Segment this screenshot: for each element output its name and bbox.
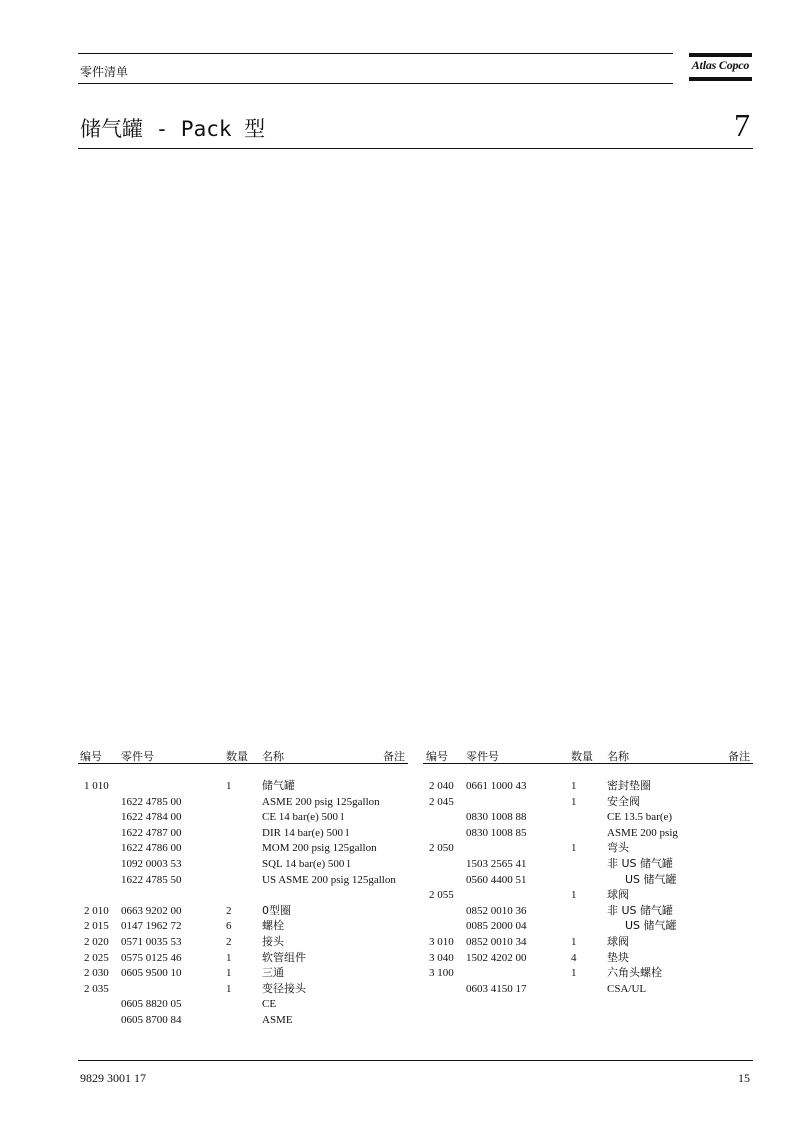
part-cell: 1622 4785 50 bbox=[121, 873, 182, 886]
right-header-rule bbox=[423, 763, 753, 764]
part-cell: 0605 8820 05 bbox=[121, 998, 182, 1011]
item-cell: 2 015 bbox=[84, 920, 109, 933]
item-cell: 2 040 bbox=[429, 780, 454, 792]
name-cell: ASME 200 psig bbox=[607, 826, 678, 839]
part-cell: 0605 8700 84 bbox=[121, 1014, 182, 1026]
qty-cell: 1 bbox=[571, 967, 577, 980]
name-cell: SQL 14 bar(e) 500 l bbox=[262, 858, 351, 870]
logo-top-bar bbox=[689, 53, 752, 57]
part-cell: 0830 1008 85 bbox=[466, 826, 527, 839]
name-cell: 弯头 bbox=[607, 841, 629, 855]
header-qty: 数量 bbox=[226, 750, 248, 763]
qty-cell: 1 bbox=[226, 780, 232, 792]
item-cell: 2 045 bbox=[429, 795, 454, 808]
header-name: 名称 bbox=[262, 750, 284, 763]
name-cell: 0型圈 bbox=[262, 903, 291, 917]
header-qty: 数量 bbox=[571, 750, 593, 763]
name-cell: 非 US 储气罐 bbox=[607, 903, 674, 917]
name-cell: 储气罐 bbox=[262, 779, 295, 792]
header-mid-rule bbox=[78, 83, 673, 84]
logo-bottom-bar bbox=[689, 77, 752, 81]
part-cell: 1622 4787 00 bbox=[121, 826, 182, 839]
item-cell: 2 020 bbox=[84, 936, 109, 948]
name-cell: 球阀 bbox=[607, 935, 629, 948]
name-cell: 接头 bbox=[262, 935, 284, 948]
part-cell: 0085 2000 04 bbox=[466, 920, 527, 933]
name-cell: 螺栓 bbox=[262, 919, 284, 933]
item-cell: 2 030 bbox=[84, 967, 109, 980]
name-cell: US 储气罐 bbox=[625, 919, 677, 933]
header-item: 编号 bbox=[426, 750, 448, 763]
doc-number: 9829 3001 17 bbox=[80, 1071, 146, 1085]
part-cell: 0663 9202 00 bbox=[121, 904, 182, 917]
part-cell: 0603 4150 17 bbox=[466, 982, 527, 995]
name-cell: ASME bbox=[262, 1014, 293, 1026]
qty-cell: 1 bbox=[226, 967, 232, 980]
part-cell: 0571 0035 53 bbox=[121, 936, 182, 948]
header-part: 零件号 bbox=[466, 750, 499, 763]
name-cell: CSA/UL bbox=[607, 982, 647, 995]
qty-cell: 2 bbox=[226, 936, 232, 948]
qty-cell: 1 bbox=[571, 936, 577, 948]
part-cell: 1092 0003 53 bbox=[121, 858, 182, 870]
item-cell: 2 010 bbox=[84, 904, 109, 917]
qty-cell: 1 bbox=[571, 889, 577, 902]
name-cell: 非 US 储气罐 bbox=[607, 857, 674, 870]
name-cell: 六角头螺栓 bbox=[607, 966, 662, 980]
name-cell: 软管组件 bbox=[262, 950, 306, 964]
name-cell: US ASME 200 psig 125gallon bbox=[262, 873, 396, 886]
part-cell: 1622 4786 00 bbox=[121, 842, 182, 855]
header-name: 名称 bbox=[607, 750, 629, 763]
item-cell: 2 035 bbox=[84, 982, 109, 995]
part-cell: 0830 1008 88 bbox=[466, 811, 527, 824]
page-title: 储气罐 - Pack 型 bbox=[80, 117, 266, 141]
header-remark: 备注 bbox=[383, 750, 405, 763]
item-cell: 2 050 bbox=[429, 842, 454, 855]
chapter-number: 7 bbox=[734, 107, 750, 143]
part-cell: 0605 9500 10 bbox=[121, 967, 182, 980]
qty-cell: 2 bbox=[226, 904, 232, 917]
part-cell: 0852 0010 34 bbox=[466, 936, 527, 948]
left-header-rule bbox=[78, 763, 408, 764]
logo-text: Atlas Copco bbox=[691, 58, 750, 72]
name-cell: CE bbox=[262, 998, 277, 1011]
part-cell: 1622 4785 00 bbox=[121, 795, 182, 808]
item-cell: 3 040 bbox=[429, 951, 454, 964]
name-cell: 球阀 bbox=[607, 888, 629, 902]
qty-cell: 1 bbox=[571, 780, 577, 792]
name-cell: CE 13.5 bar(e) bbox=[607, 811, 673, 824]
qty-cell: 6 bbox=[226, 920, 232, 933]
header-part: 零件号 bbox=[121, 750, 154, 763]
part-cell: 0575 0125 46 bbox=[121, 951, 182, 964]
qty-cell: 1 bbox=[571, 795, 577, 808]
part-cell: 1622 4784 00 bbox=[121, 811, 182, 824]
part-cell: 0147 1962 72 bbox=[121, 920, 182, 933]
name-cell: CE 14 bar(e) 500 l bbox=[262, 811, 344, 824]
page-number: 15 bbox=[738, 1071, 750, 1085]
item-cell: 2 055 bbox=[429, 889, 454, 902]
name-cell: 安全阀 bbox=[607, 794, 640, 808]
qty-cell: 1 bbox=[226, 951, 232, 964]
qty-cell: 1 bbox=[571, 842, 577, 855]
header-remark: 备注 bbox=[728, 750, 750, 763]
name-cell: DIR 14 bar(e) 500 l bbox=[262, 826, 349, 839]
item-cell: 3 010 bbox=[429, 936, 454, 948]
name-cell: MOM 200 psig 125gallon bbox=[262, 842, 377, 855]
part-cell: 0661 1000 43 bbox=[466, 780, 527, 792]
footer-rule bbox=[78, 1060, 753, 1061]
name-cell: US 储气罐 bbox=[625, 872, 677, 886]
name-cell: 三通 bbox=[262, 966, 284, 980]
part-cell: 0852 0010 36 bbox=[466, 904, 527, 917]
part-cell: 1503 2565 41 bbox=[466, 858, 527, 870]
item-cell: 1 010 bbox=[84, 780, 109, 792]
part-cell: 0560 4400 51 bbox=[466, 873, 527, 886]
name-cell: 密封垫圈 bbox=[607, 779, 651, 792]
name-cell: 垫块 bbox=[607, 950, 629, 964]
qty-cell: 4 bbox=[571, 951, 577, 964]
qty-cell: 1 bbox=[226, 982, 232, 995]
name-cell: 变径接头 bbox=[262, 981, 306, 995]
name-cell: ASME 200 psig 125gallon bbox=[262, 795, 380, 808]
header-top-rule bbox=[78, 53, 673, 54]
item-cell: 3 100 bbox=[429, 967, 454, 980]
part-cell: 1502 4202 00 bbox=[466, 951, 527, 964]
header-item: 编号 bbox=[80, 750, 102, 763]
item-cell: 2 025 bbox=[84, 951, 109, 964]
section-label: 零件清单 bbox=[80, 65, 129, 79]
title-rule bbox=[78, 148, 753, 149]
